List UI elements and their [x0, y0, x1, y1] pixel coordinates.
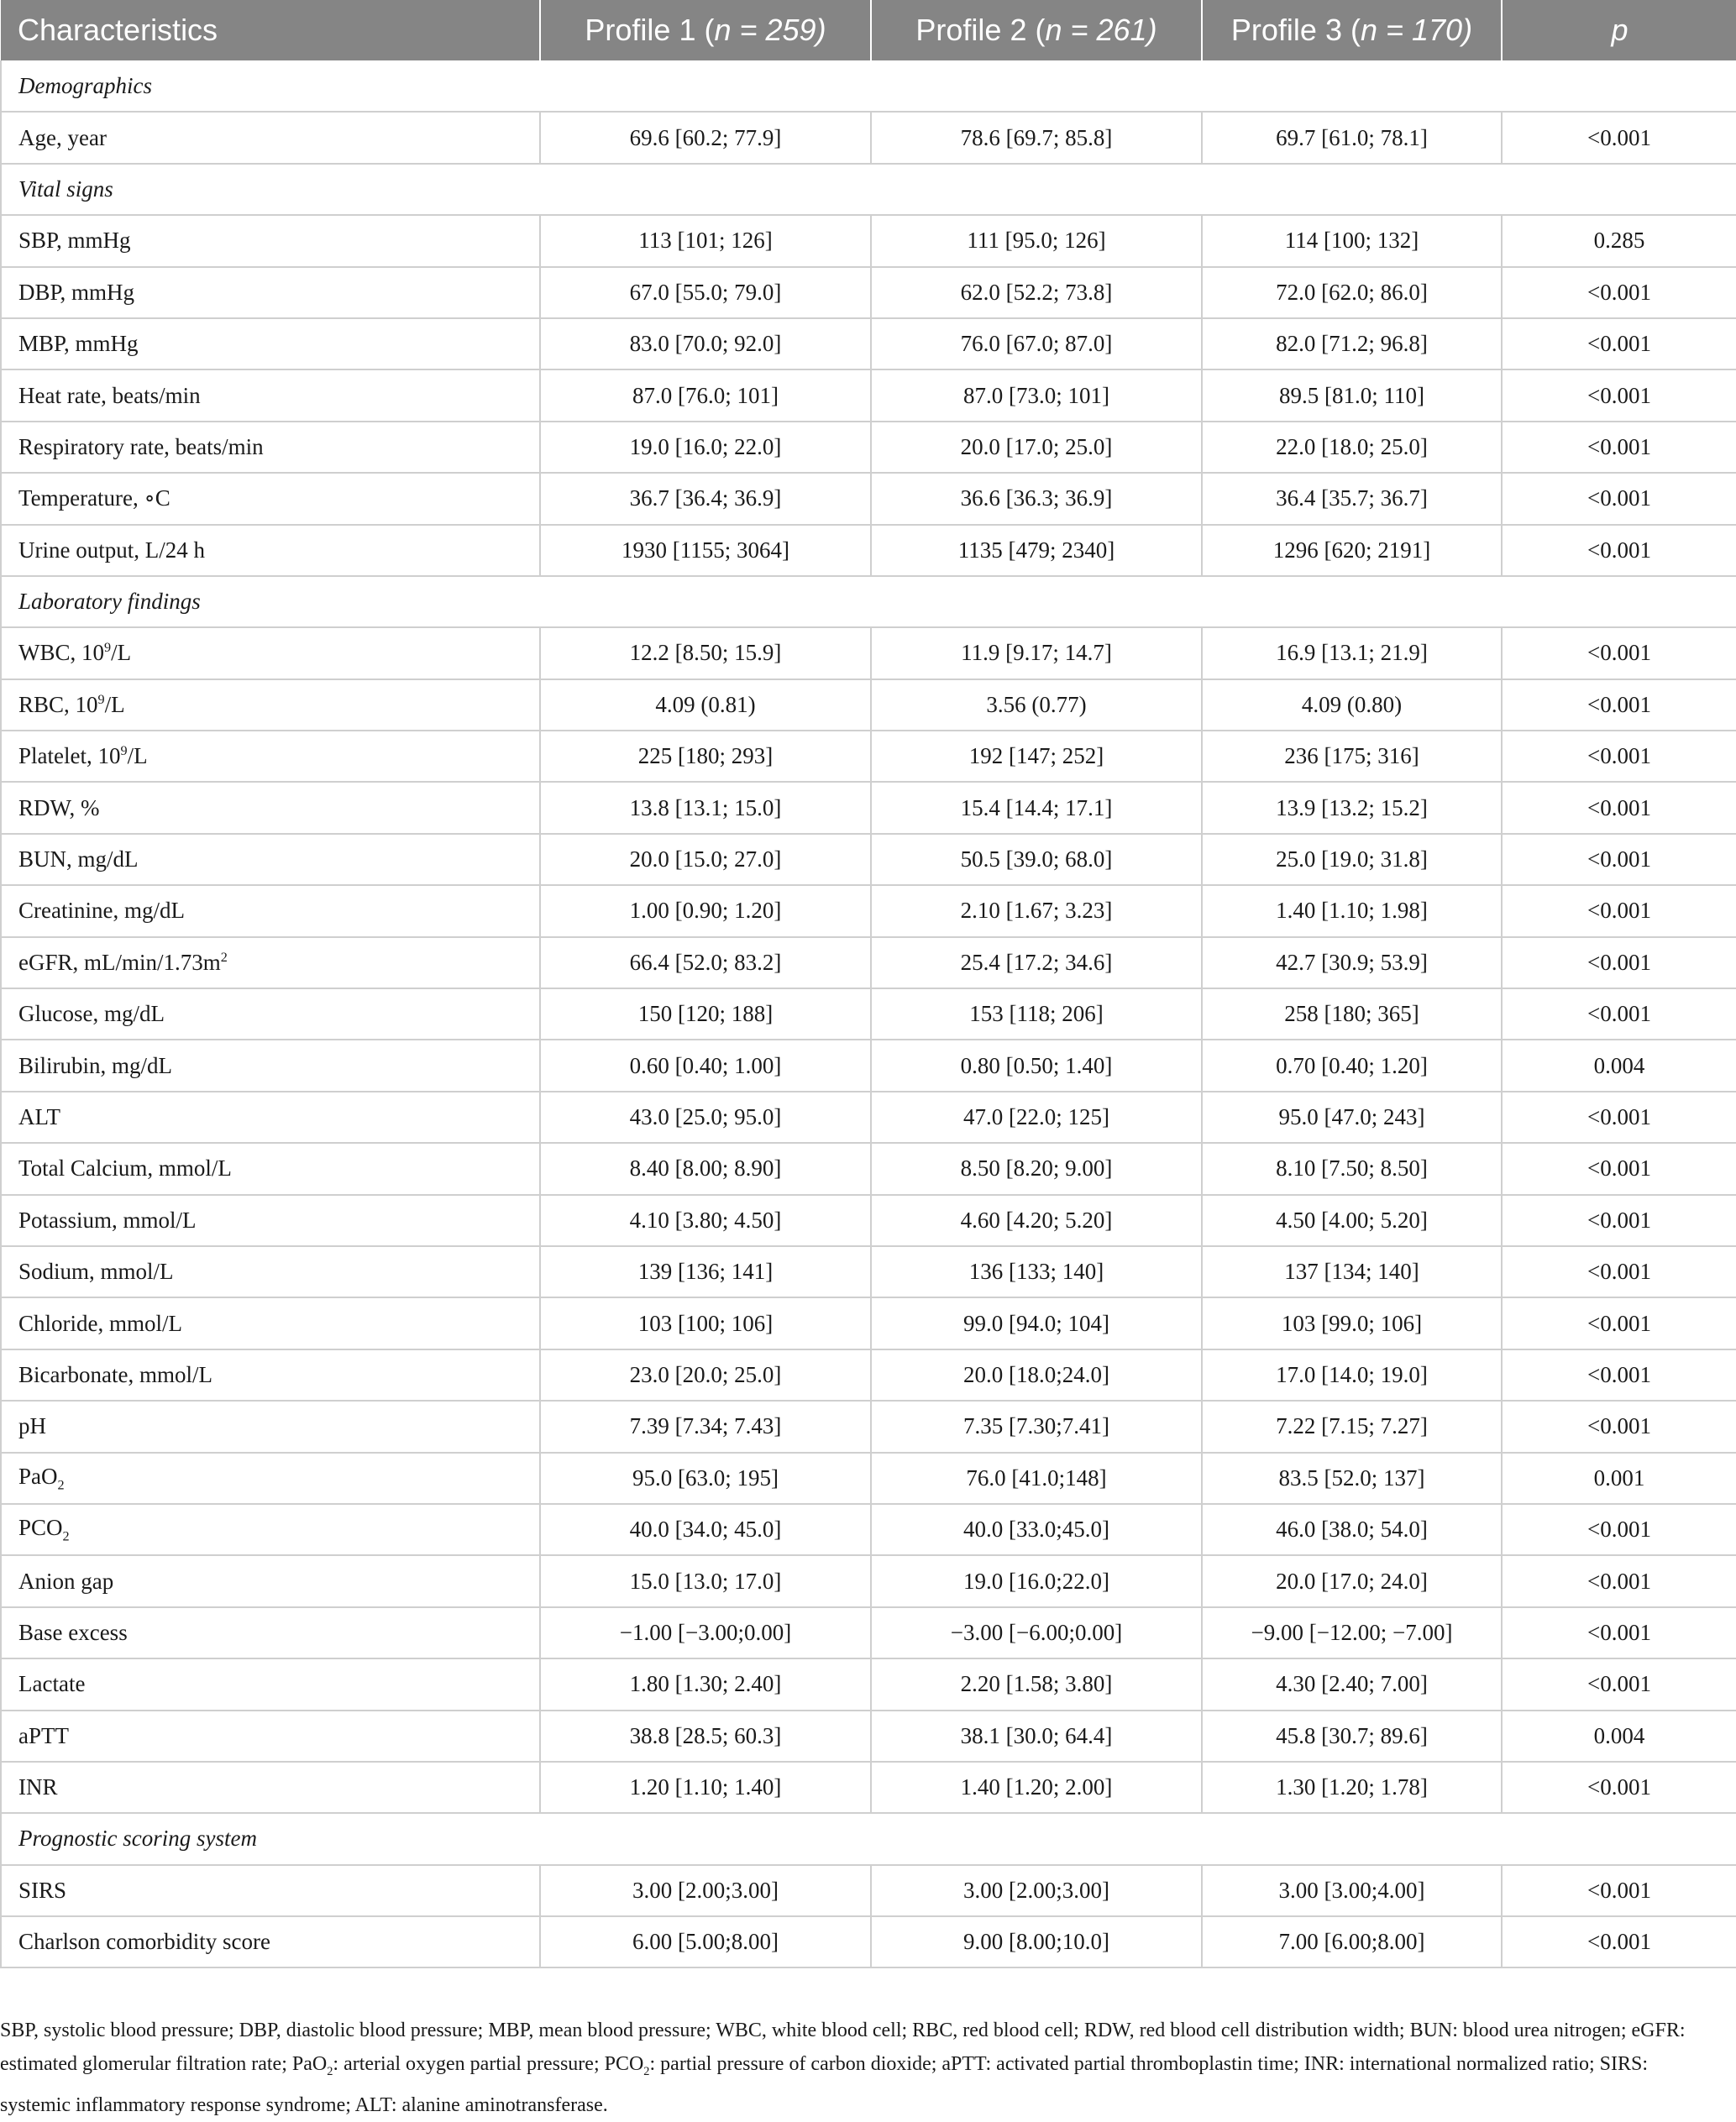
table-row — [1, 112, 1736, 163]
section-row-laboratory — [1, 576, 1736, 627]
row-label: Total Calcium, mmol/L — [1, 1143, 540, 1194]
table-row — [1, 525, 1736, 576]
row-label: Heat rate, beats/min — [1, 369, 540, 421]
section-label: Prognostic scoring system — [1, 1813, 1736, 1864]
row-label: Potassium, mmol/L — [1, 1195, 540, 1246]
row-label: Base excess — [1, 1607, 540, 1658]
profile-2-value: 1135 [479; 2340] — [871, 525, 1202, 576]
p-value: <0.001 — [1502, 1607, 1736, 1658]
profile-3-value: 83.5 [52.0; 137] — [1202, 1453, 1502, 1504]
table-row — [1, 1865, 1736, 1916]
profile-1-value: 38.8 [28.5; 60.3] — [540, 1711, 871, 1762]
row-label: Respiratory rate, beats/min — [1, 422, 540, 473]
row-label: RDW, % — [1, 782, 540, 833]
table-row — [1, 834, 1736, 885]
row-label: Temperature, ∘C — [1, 473, 540, 524]
table-row — [1, 679, 1736, 731]
p-value: <0.001 — [1502, 1555, 1736, 1606]
row-label — [1, 1453, 540, 1504]
profile-3-value: 7.22 [7.15; 7.27] — [1202, 1401, 1502, 1452]
table-body — [1, 60, 1736, 1967]
profile-2-value: 76.0 [67.0; 87.0] — [871, 318, 1202, 369]
profile-3-value: 22.0 [18.0; 25.0] — [1202, 422, 1502, 473]
profile-2-value: 111 [95.0; 126] — [871, 215, 1202, 266]
profile-1-value: 150 [120; 188] — [540, 988, 871, 1040]
row-label: Charlson comorbidity score — [1, 1916, 540, 1967]
row-label: MBP, mmHg — [1, 318, 540, 369]
profile-2-value: 40.0 [33.0;45.0] — [871, 1504, 1202, 1555]
table-row — [1, 1555, 1736, 1606]
profile-1-value: 103 [100; 106] — [540, 1297, 871, 1349]
header-profile-2 — [871, 0, 1202, 60]
row-label — [1, 1504, 540, 1555]
table-row — [1, 1711, 1736, 1762]
profile-3-value: 4.09 (0.80) — [1202, 679, 1502, 731]
row-label — [1, 937, 540, 988]
footnote-part-1: SBP, systolic blood pressure; DBP, diastolic blood pressure; MBP, mean blood pressure; WBC, white blood cell; RBC, red blood cell; RDW, red blood cell distribution width; BUN: blood urea nitrogen; eGFR: estimated glomerular filtration rate; PaO — [0, 2020, 1686, 2075]
section-label: Laboratory findings — [1, 576, 1736, 627]
header-profile-1-prefix: Profile 1 ( — [585, 13, 715, 47]
profile-2-value: 38.1 [30.0; 64.4] — [871, 1711, 1202, 1762]
row-label-main: Platelet, 10 — [18, 743, 121, 769]
row-label-tail: /L — [111, 640, 132, 666]
profile-3-value: 46.0 [38.0; 54.0] — [1202, 1504, 1502, 1555]
profile-3-value: 4.30 [2.40; 7.00] — [1202, 1658, 1502, 1710]
profile-3-value: 0.70 [0.40; 1.20] — [1202, 1040, 1502, 1091]
row-label-main: PCO — [18, 1514, 63, 1540]
profile-2-value: 2.10 [1.67; 3.23] — [871, 885, 1202, 936]
profile-3-value: 13.9 [13.2; 15.2] — [1202, 782, 1502, 833]
p-value: <0.001 — [1502, 1916, 1736, 1967]
profile-3-value: 36.4 [35.7; 36.7] — [1202, 473, 1502, 524]
profile-2-value: 136 [133; 140] — [871, 1246, 1202, 1297]
profile-2-value: 1.40 [1.20; 2.00] — [871, 1762, 1202, 1813]
table-row — [1, 1762, 1736, 1813]
profile-2-value: 9.00 [8.00;10.0] — [871, 1916, 1202, 1967]
row-label: Lactate — [1, 1658, 540, 1710]
profile-1-value: 6.00 [5.00;8.00] — [540, 1916, 871, 1967]
profile-2-value: 7.35 [7.30;7.41] — [871, 1401, 1202, 1452]
table-row — [1, 988, 1736, 1040]
profile-3-value: 137 [134; 140] — [1202, 1246, 1502, 1297]
p-value: <0.001 — [1502, 112, 1736, 163]
profile-1-value: 69.6 [60.2; 77.9] — [540, 112, 871, 163]
table-row — [1, 318, 1736, 369]
footnote-sub-1: 2 — [327, 2064, 333, 2078]
row-label-superscript: 9 — [120, 743, 128, 759]
profile-2-value: 11.9 [9.17; 14.7] — [871, 627, 1202, 679]
row-label — [1, 679, 540, 731]
row-label-superscript: 9 — [97, 691, 105, 707]
profile-3-value: 45.8 [30.7; 89.6] — [1202, 1711, 1502, 1762]
table-row — [1, 937, 1736, 988]
table-row — [1, 1916, 1736, 1967]
profile-2-value: 153 [118; 206] — [871, 988, 1202, 1040]
p-value: <0.001 — [1502, 1504, 1736, 1555]
profile-1-value: 3.00 [2.00;3.00] — [540, 1865, 871, 1916]
profile-1-value: 113 [101; 126] — [540, 215, 871, 266]
profile-1-value: 20.0 [15.0; 27.0] — [540, 834, 871, 885]
profile-3-value: 258 [180; 365] — [1202, 988, 1502, 1040]
row-label: aPTT — [1, 1711, 540, 1762]
profile-1-value: 8.40 [8.00; 8.90] — [540, 1143, 871, 1194]
profile-1-value: 66.4 [52.0; 83.2] — [540, 937, 871, 988]
header-row — [1, 0, 1736, 60]
header-p-label: p — [1611, 13, 1628, 47]
p-value: <0.001 — [1502, 473, 1736, 524]
profile-1-value: 4.09 (0.81) — [540, 679, 871, 731]
row-label-superscript: 2 — [220, 949, 228, 965]
footnote-part-3: : partial pressure of carbon dioxide; aPTT: activated partial thromboplastin time; INR: international normalized ratio; SIRS: systemic inflammatory response syndrome; ALT: alanine aminotransferase. — [0, 2053, 1648, 2116]
profile-1-value: 43.0 [25.0; 95.0] — [540, 1092, 871, 1143]
table-row — [1, 782, 1736, 833]
profile-3-value: 1296 [620; 2191] — [1202, 525, 1502, 576]
section-row-demographics — [1, 60, 1736, 112]
header-profile-1-n: n = 259) — [714, 13, 826, 47]
table-row — [1, 1092, 1736, 1143]
profile-1-value: 1.80 [1.30; 2.40] — [540, 1658, 871, 1710]
profile-2-value: 3.00 [2.00;3.00] — [871, 1865, 1202, 1916]
profile-1-value: 4.10 [3.80; 4.50] — [540, 1195, 871, 1246]
header-profile-3 — [1202, 0, 1502, 60]
profile-3-value: 82.0 [71.2; 96.8] — [1202, 318, 1502, 369]
profile-2-value: 47.0 [22.0; 125] — [871, 1092, 1202, 1143]
profile-1-value: −1.00 [−3.00;0.00] — [540, 1607, 871, 1658]
table-row — [1, 422, 1736, 473]
profile-2-value: 3.56 (0.77) — [871, 679, 1202, 731]
header-profile-2-n: n = 261) — [1045, 13, 1157, 47]
p-value: <0.001 — [1502, 1143, 1736, 1194]
header-characteristics: Characteristics — [1, 0, 540, 60]
section-label: Demographics — [1, 60, 1736, 112]
profile-1-value: 83.0 [70.0; 92.0] — [540, 318, 871, 369]
row-label: Bicarbonate, mmol/L — [1, 1349, 540, 1401]
profile-1-value: 36.7 [36.4; 36.9] — [540, 473, 871, 524]
profile-2-value: 19.0 [16.0;22.0] — [871, 1555, 1202, 1606]
profile-3-value: 72.0 [62.0; 86.0] — [1202, 267, 1502, 318]
p-value: <0.001 — [1502, 627, 1736, 679]
table-row — [1, 1040, 1736, 1091]
profile-3-value: 25.0 [19.0; 31.8] — [1202, 834, 1502, 885]
row-label: SBP, mmHg — [1, 215, 540, 266]
table-row — [1, 1246, 1736, 1297]
profile-3-value: −9.00 [−12.00; −7.00] — [1202, 1607, 1502, 1658]
row-label: BUN, mg/dL — [1, 834, 540, 885]
table-footnote — [0, 2014, 1722, 2122]
p-value: <0.001 — [1502, 1195, 1736, 1246]
profile-1-value: 40.0 [34.0; 45.0] — [540, 1504, 871, 1555]
profile-3-value: 1.30 [1.20; 1.78] — [1202, 1762, 1502, 1813]
profile-2-value: 62.0 [52.2; 73.8] — [871, 267, 1202, 318]
profile-3-value: 4.50 [4.00; 5.20] — [1202, 1195, 1502, 1246]
profile-3-value: 17.0 [14.0; 19.0] — [1202, 1349, 1502, 1401]
p-value: 0.004 — [1502, 1711, 1736, 1762]
profile-2-value: 36.6 [36.3; 36.9] — [871, 473, 1202, 524]
profile-3-value: 3.00 [3.00;4.00] — [1202, 1865, 1502, 1916]
row-label: DBP, mmHg — [1, 267, 540, 318]
table-row — [1, 627, 1736, 679]
header-p-value — [1502, 0, 1736, 60]
p-value: <0.001 — [1502, 1092, 1736, 1143]
profile-2-value: 8.50 [8.20; 9.00] — [871, 1143, 1202, 1194]
profile-3-value: 103 [99.0; 106] — [1202, 1297, 1502, 1349]
header-profile-2-prefix: Profile 2 ( — [915, 13, 1046, 47]
profile-2-value: 15.4 [14.4; 17.1] — [871, 782, 1202, 833]
profile-3-value: 69.7 [61.0; 78.1] — [1202, 112, 1502, 163]
p-value: <0.001 — [1502, 1246, 1736, 1297]
profile-2-value: 50.5 [39.0; 68.0] — [871, 834, 1202, 885]
profile-2-value: 4.60 [4.20; 5.20] — [871, 1195, 1202, 1246]
section-row-vital-signs — [1, 164, 1736, 215]
profile-3-value: 8.10 [7.50; 8.50] — [1202, 1143, 1502, 1194]
row-label-subscript: 2 — [57, 1476, 65, 1492]
p-value: <0.001 — [1502, 731, 1736, 782]
profile-1-value: 7.39 [7.34; 7.43] — [540, 1401, 871, 1452]
row-label: INR — [1, 1762, 540, 1813]
row-label: Glucose, mg/dL — [1, 988, 540, 1040]
profile-2-value: 78.6 [69.7; 85.8] — [871, 112, 1202, 163]
p-value: <0.001 — [1502, 1349, 1736, 1401]
p-value: <0.001 — [1502, 834, 1736, 885]
profile-2-value: 192 [147; 252] — [871, 731, 1202, 782]
table-row — [1, 369, 1736, 421]
profile-3-value: 95.0 [47.0; 243] — [1202, 1092, 1502, 1143]
profile-3-value: 42.7 [30.9; 53.9] — [1202, 937, 1502, 988]
profile-2-value: 76.0 [41.0;148] — [871, 1453, 1202, 1504]
p-value: <0.001 — [1502, 525, 1736, 576]
table-row — [1, 1195, 1736, 1246]
p-value: <0.001 — [1502, 937, 1736, 988]
p-value: <0.001 — [1502, 422, 1736, 473]
row-label-tail: /L — [104, 691, 125, 717]
p-value: <0.001 — [1502, 1865, 1736, 1916]
row-label: SIRS — [1, 1865, 540, 1916]
p-value: <0.001 — [1502, 369, 1736, 421]
profile-1-value: 23.0 [20.0; 25.0] — [540, 1349, 871, 1401]
row-label: Urine output, L/24 h — [1, 525, 540, 576]
profile-1-value: 95.0 [63.0; 195] — [540, 1453, 871, 1504]
profile-1-value: 1.00 [0.90; 1.20] — [540, 885, 871, 936]
profile-1-value: 0.60 [0.40; 1.00] — [540, 1040, 871, 1091]
profile-3-value: 1.40 [1.10; 1.98] — [1202, 885, 1502, 936]
table-row — [1, 215, 1736, 266]
row-label-main: RBC, 10 — [18, 691, 98, 717]
table-row — [1, 1349, 1736, 1401]
profile-2-value: −3.00 [−6.00;0.00] — [871, 1607, 1202, 1658]
profile-1-value: 225 [180; 293] — [540, 731, 871, 782]
section-label: Vital signs — [1, 164, 1736, 215]
profile-2-value: 0.80 [0.50; 1.40] — [871, 1040, 1202, 1091]
row-label-main: eGFR, mL/min/1.73m — [18, 949, 221, 975]
row-label: ALT — [1, 1092, 540, 1143]
footnote-part-2: : arterial oxygen partial pressure; PCO — [333, 2053, 644, 2075]
row-label: Anion gap — [1, 1555, 540, 1606]
table-row — [1, 885, 1736, 936]
p-value: 0.001 — [1502, 1453, 1736, 1504]
profile-3-value: 89.5 [81.0; 110] — [1202, 369, 1502, 421]
header-profile-3-n: n = 170) — [1360, 13, 1473, 47]
table-row — [1, 267, 1736, 318]
section-row-prognostic — [1, 1813, 1736, 1864]
p-value: <0.001 — [1502, 1297, 1736, 1349]
profile-2-value: 25.4 [17.2; 34.6] — [871, 937, 1202, 988]
profile-1-value: 67.0 [55.0; 79.0] — [540, 267, 871, 318]
row-label-subscript: 2 — [62, 1528, 70, 1544]
profile-1-value: 15.0 [13.0; 17.0] — [540, 1555, 871, 1606]
profile-2-value: 87.0 [73.0; 101] — [871, 369, 1202, 421]
table-row — [1, 1607, 1736, 1658]
profile-1-value: 1930 [1155; 3064] — [540, 525, 871, 576]
p-value: <0.001 — [1502, 679, 1736, 731]
p-value: <0.001 — [1502, 267, 1736, 318]
profile-2-value: 99.0 [94.0; 104] — [871, 1297, 1202, 1349]
p-value: <0.001 — [1502, 1658, 1736, 1710]
profile-3-value: 114 [100; 132] — [1202, 215, 1502, 266]
profile-1-value: 1.20 [1.10; 1.40] — [540, 1762, 871, 1813]
profile-1-value: 139 [136; 141] — [540, 1246, 871, 1297]
table-row — [1, 473, 1736, 524]
profile-1-value: 12.2 [8.50; 15.9] — [540, 627, 871, 679]
row-label: Sodium, mmol/L — [1, 1246, 540, 1297]
p-value: <0.001 — [1502, 318, 1736, 369]
row-label — [1, 731, 540, 782]
row-label-main: WBC, 10 — [18, 640, 105, 666]
row-label-tail: /L — [127, 743, 148, 769]
profile-2-value: 20.0 [18.0;24.0] — [871, 1349, 1202, 1401]
row-label: Age, year — [1, 112, 540, 163]
table-row — [1, 1504, 1736, 1555]
p-value: <0.001 — [1502, 1401, 1736, 1452]
profile-2-value: 20.0 [17.0; 25.0] — [871, 422, 1202, 473]
profile-3-value: 20.0 [17.0; 24.0] — [1202, 1555, 1502, 1606]
p-value: <0.001 — [1502, 988, 1736, 1040]
p-value: <0.001 — [1502, 885, 1736, 936]
table-row — [1, 1401, 1736, 1452]
profile-1-value: 13.8 [13.1; 15.0] — [540, 782, 871, 833]
table-row — [1, 731, 1736, 782]
profile-1-value: 87.0 [76.0; 101] — [540, 369, 871, 421]
row-label: Creatinine, mg/dL — [1, 885, 540, 936]
table-row — [1, 1658, 1736, 1710]
header-profile-3-prefix: Profile 3 ( — [1230, 13, 1361, 47]
profile-3-value: 7.00 [6.00;8.00] — [1202, 1916, 1502, 1967]
p-value: 0.285 — [1502, 215, 1736, 266]
row-label-superscript: 9 — [104, 640, 112, 656]
profile-3-value: 16.9 [13.1; 21.9] — [1202, 627, 1502, 679]
row-label — [1, 627, 540, 679]
profile-3-value: 236 [175; 316] — [1202, 731, 1502, 782]
row-label: pH — [1, 1401, 540, 1452]
row-label: Chloride, mmol/L — [1, 1297, 540, 1349]
profile-1-value: 19.0 [16.0; 22.0] — [540, 422, 871, 473]
footnote-sub-2: 2 — [643, 2064, 650, 2078]
header-profile-1 — [540, 0, 871, 60]
table-row — [1, 1453, 1736, 1504]
row-label-main: PaO — [18, 1463, 58, 1489]
profile-2-value: 2.20 [1.58; 3.80] — [871, 1658, 1202, 1710]
table-row — [1, 1143, 1736, 1194]
row-label: Bilirubin, mg/dL — [1, 1040, 540, 1091]
p-value: <0.001 — [1502, 782, 1736, 833]
table-row — [1, 1297, 1736, 1349]
p-value: 0.004 — [1502, 1040, 1736, 1091]
p-value: <0.001 — [1502, 1762, 1736, 1813]
